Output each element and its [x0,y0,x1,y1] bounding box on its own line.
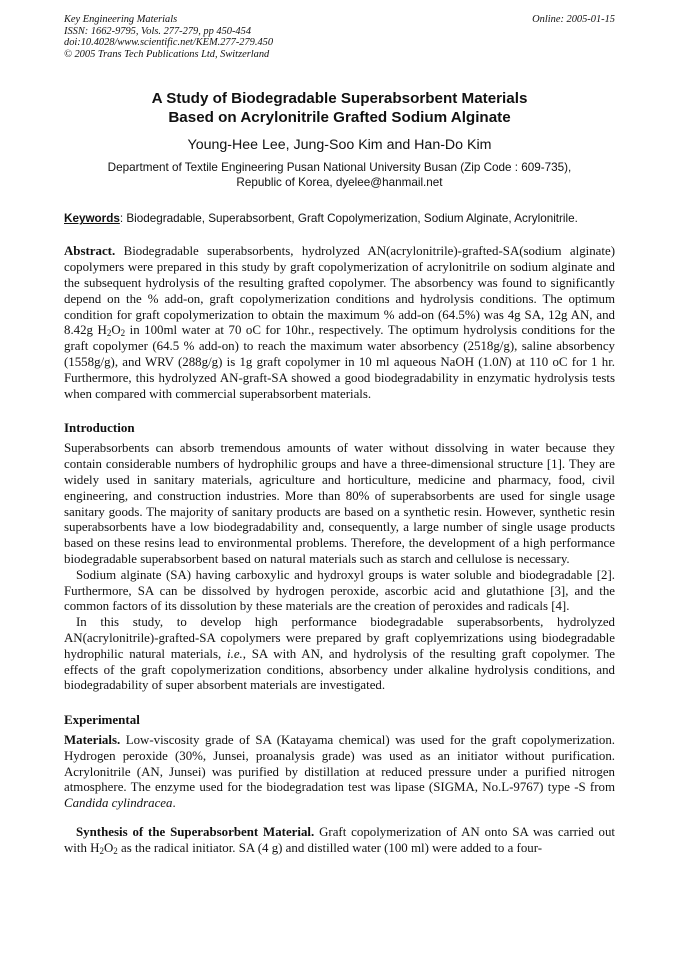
materials-end: . [172,796,176,811]
synthesis-text-o: O [103,840,114,855]
abstract [64,244,615,402]
intro-paragraph-1: Superabsorbents can absorb tremendous amounts of water without dissolving in water because they contain considerable numbers of hydrophilic groups and have a three-dimensional structure [1]. They are widely used in sanitary materials, agriculture and horticulture, medicine and pharmacy, food, civil engineering, and construction industries. More than 80% of superabsorbents are used for single usage sanitary goods. The majority of sanitary products are based on a synthetic resin. However, synthetic resin superabsorbents have a low biodegradability and, consequently, a large number of single usage products based on these resins lead to environmental problems. Therefore, the development of a high performance biodegradable superabsorbent based on natural materials such as starch and cellulose is necessary. [64,441,615,566]
introduction-heading: Introduction [64,420,135,436]
title-line-2: Based on Acrylonitrile Grafted Sodium Alginate [168,108,511,126]
journal-name: Key Engineering Materials [64,14,178,25]
paper-title [64,90,615,127]
materials-paragraph [64,733,615,812]
journal-header [64,14,615,60]
synthesis-paragraph [64,825,615,857]
intro-p3-text-2: , SA with AN, and hydrolysis of the resulting graft copolymer. The effects of the graft copolymerization conditions, absorbency under alkaline hydrolysis conditions, and biodegradability of super absorbent materials are investigated. [64,646,616,693]
paper-page [64,14,615,857]
intro-paragraph-2: Sodium alginate (SA) having carboxylic and hydroxyl groups is water soluble and biodegradable [2]. Furthermore, SA can be dissolved by hydrogen peroxide, ascorbic acid and glutathione [3], and the common factors of its dissolution by these materials are the creation of peroxides and radicals [4]. [64,567,615,614]
intro-p3-text-1: In this study, to develop high performance biodegradable superabsorbents, hydrolyzed AN(acrylonitrile)-grafted-SA copolymers were prepared by graft coplyemrizations using biodegradable hydrophilic natural materials, [64,615,615,661]
affiliation-line-2: Republic of Korea, dyelee@hanmail.net [236,176,443,190]
abstract-text-3: ) at 110 oC for 1 hr. Furthermore, this hydrolyzed AN-graft-SA showed a good biodegradability in enzymatic hydrolysis tests when compared with commercial superabsorbent materials. [64,354,616,401]
online-date: Online: 2005-01-15 [532,14,615,25]
issn-line: ISSN: 1662-9795, Vols. 277-279, pp 450-454 [64,25,252,37]
doi-line: doi:10.4028/www.scientific.net/KEM.277-279.450 [64,37,274,49]
copyright-line: © 2005 Trans Tech Publications Ltd, Switzerland [64,48,270,60]
synthesis-sub-1: 2 [99,845,104,856]
authors: Young-Hee Lee, Jung-Soo Kim and Han-Do Kim [187,137,492,154]
abstract-text-o: O [111,323,121,338]
materials-species: Candida cylindracea [64,796,173,811]
synthesis-text-2: as the radical initiator. SA (4 g) and distilled water (100 ml) were added to a four- [117,840,543,855]
intro-p3-ie: i.e. [227,646,243,661]
abstract-normality: N [498,354,508,369]
keywords [64,211,615,226]
materials-text: Low-viscosity grade of SA (Katayama chemical) was used for the graft copolymerization. Hydrogen peroxide (30%, Junsei, proanalysis grade) was used as an initiator without purification. Acrylonitrile (AN, Junsei) was purified by distillation at reduced pressure under a purified nitrogen atmosphere. The enzyme used for the biodegradation test was lipase (SIGMA, No.L-9767) type -S from [64,733,615,795]
keywords-text: : Biodegradable, Superabsorbent, Graft Copolymerization, Sodium Alginate, Acrylonitrile. [119,212,578,226]
abstract-sub-1: 2 [106,328,112,339]
materials-label: Materials. [64,733,121,748]
experimental-heading: Experimental [64,712,140,728]
affiliation-line-1: Department of Textile Engineering Pusan National University Busan (Zip Code : 609-735), [107,161,572,175]
intro-paragraph-3 [64,615,615,694]
affiliation [64,160,615,190]
abstract-label: Abstract. [64,244,116,259]
abstract-sub-2: 2 [120,328,126,339]
abstract-text-2: in 100ml water at 70 oC for 10hr., respectively. The optimum hydrolysis conditions for the graft copolymer (64.5 % add-on) to reach the maximum water absorbency (2518g/g), saline absorbency (1558g/g), and WRV (288g/g) is 1g graft copolymer in 10 ml aqueous NaOH (1.0 [64,323,615,369]
abstract-text-1: Biodegradable superabsorbents, hydrolyzed AN(acrylonitrile)-grafted-SA(sodium alginate) copolymers were prepared in this study by graft copolymerization of acrylonitrile on sodium alginate and the subsequent hydrolysis of the resulting grafted copolymer. The absorbency was found to significantly depend on the % add-on, graft copolymerization conditions and hydrolysis conditions. The optimum condition for graft copolymerization to obtain the maximum % add-on (64.5%) was 4g SA, 12g AN, and 8.42g H [64,244,615,338]
synthesis-label: Synthesis of the Superabsorbent Material. [76,825,315,840]
keywords-label: Keywords [64,212,120,226]
title-line-1: A Study of Biodegradable Superabsorbent Materials [151,90,528,108]
synthesis-text-1: Graft copolymerization of AN onto SA was carried out with H [64,825,615,855]
synthesis-sub-2: 2 [113,845,118,856]
